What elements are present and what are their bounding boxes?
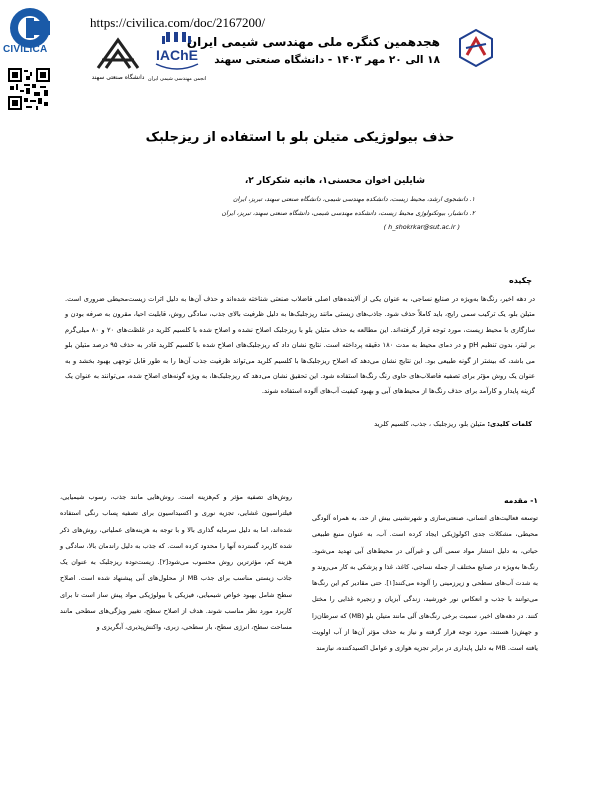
civilica-watermark-text: CIVILICA xyxy=(3,44,48,55)
affiliation-2: ۲. دانشیار، بیوتکنولوژی محیط زیست، دانشکده مهندسی شیمی، دانشگاه صنعتی سهند، تبریز، ایران xyxy=(221,210,475,217)
university-caption: دانشگاه صنعتی سهند xyxy=(91,74,145,81)
abstract-heading: چکیده xyxy=(508,276,532,285)
abstract-body: در دهه اخیر، رنگ‌ها به‌ویژه در صنایع نساجی، به عنوان یکی از آلاینده‌های اصلی فاضلاب صنعتی شناخته شده‌اند و حذف آن‌ها به دلیل اثرات زیست‌محیطی ضروری است. متیلن بلو، یک ترکیب سمی رایج، باید کاملاً حذف شود. جاذب‌های زیستی مانند ریزجلبک‌ها به دلیل ظرفیت بالای جذب، سادگی روش، قابلیت احیا، مقرون به صرفه بودن و سازگاری با محیط زیست، مورد توجه قرار گرفته‌اند. این مطالعه به حذف متیلن بلو با ریزجلبک اصلاح نشده و اصلاح شده با کلسیم کلرید در غلظت‌های ۲۰ و ۸۰ میلی‌گرم بر لیتر، بدون تنظیم pH و در دمای محیط به مدت ۱۸۰ دقیقه پرداخته است. نتایج نشان داد که ریزجلبک‌های اصلاح شده با کلسیم کلرید قادر به حذف ۹۵ درصد متیلن بلو می باشد، که بیشتر از گونه طبیعی بود. این نتایج نشان می‌دهد که اصلاح ریزجلبک‌ها با کلسیم کلرید می‌تواند ظرفیت جذب آن‌ها را به طور قابل توجهی بهبود بخشد و به عنوان یک روش مؤثر برای تصفیه فاضلاب‌های حاوی رنگ رنگ‌ها استفاده شود. این تحقیق نشان می‌دهد که ریزجلبک‌ها، به ویژه گونه‌های اصلاح شده، می‌توانند به عنوان یک گزینه پایدار و کارآمد برای حذف رنگ‌ها از محیط‌های آبی و بهبود کیفیت آب‌های آلوده استفاده شوند. xyxy=(65,295,536,396)
society-caption: انجمن مهندسی شیمی ایران xyxy=(147,76,207,82)
keywords-label: کلمات کلیدی: xyxy=(487,420,532,428)
conference-title: هجدهمین کنگره ملی مهندسی شیمی ایران xyxy=(186,35,440,49)
conference-logo xyxy=(458,28,494,68)
paper-title: حذف بیولوژیکی متیلن بلو با استفاده از ریزجلبک xyxy=(145,130,455,145)
university-logo xyxy=(92,34,144,74)
keywords-list: متیلن بلو، ریزجلبک ، جذب، کلسیم کلرید xyxy=(374,420,488,428)
authors: شایلین اخوان محسنی۱، هانیه شکرکار ۲، xyxy=(244,176,425,186)
iache-logo-text: IAChE xyxy=(156,47,198,63)
conference-date: ۱۸ الی ۲۰ مهر ۱۴۰۳ - دانشگاه صنعتی سهند xyxy=(214,54,440,66)
corresponding-email[interactable]: ( h_shokrkar@sut.ac.ir ) xyxy=(383,223,460,231)
document-url[interactable]: https://civilica.com/doc/2167200/ xyxy=(90,15,266,30)
intro-column-right: توسعه فعالیت‌های انسانی، صنعتی‌سازی و شهرنشینی بیش از حد، به همراه آلودگی محیطی، مشکلات جدی اکولوژیکی ایجاد کرده است. آب، به عنوان منبع طبیعی حیاتی، به دلیل انتشار مواد سمی آلی و غیرآلی در محیط‌های آبی تهدید می‌شود. رنگ‌ها به‌ویژه در صنایع مختلف از جمله نساجی، کاغذ، غذا و پزشکی به کار می‌روند و به شدت آب‌های سطحی و زیرزمینی را آلوده می‌کنند[۱]. حتی مقادیر کم این رنگ‌ها می‌توانند با جذب و انعکاس نور خورشید، زندگی آبزیان و زنجیره غذایی را مختل کنند. در دهه‌های اخیر، سمیت برخی رنگ‌های آلی مانند متیلن بلو (MB) که سرطان‌زا و جهش‌زا هستند، مورد توجه قرار گرفته و نیاز به حذف مؤثر آن‌ها از آب اولویت یافته است. MB به دلیل پایداری در برابر تجزیه هوازی و عوامل اکسیدکننده، نیازمند xyxy=(312,514,538,653)
intro-column-left: روش‌های تصفیه مؤثر و کم‌هزینه است. روش‌هایی مانند جذب، رسوب شیمیایی، فیلتراسیون غشایی، تجزیه نوری و اکسیداسیون برای تصفیه پساب رنگی استفاده شده‌اند، اما به دلیل سرمایه گذاری بالا و با توجه به هزینه‌های عملیاتی، روش‌های ذکر شده کاربرد گسترده آنها را محدود کرده است. که جذب به دلیل راندمان بالا، سادگی و هزینه کم، مؤثرترین روش محسوب می‌شود[۲]. زیست‌توده ریزجلبک به عنوان یک جاذب زیستی مناسب برای جذب MB از محلول‌های آبی پیشنهاد شده است. اصلاح سطح شامل بهبود خواص شیمیایی، فیزیکی یا بیولوژیکی مواد پیش ساز است تا برای کاربرد مورد نظر مناسب شوند. هدف از اصلاح سطح، تغییر ویژگی‌های سطحی مانند مساحت سطح، انرژی سطح، بار سطحی، زبری، واکنش‌پذیری، آبگریزی و xyxy=(60,493,292,632)
affiliation-1: ۱. دانشجوی ارشد، محیط زیست، دانشکده مهندسی شیمی، دانشگاه صنعتی سهند، تبریز، ایران xyxy=(233,196,475,203)
qr-code[interactable] xyxy=(8,68,50,110)
intro-heading: ۱- مقدمه xyxy=(504,496,538,505)
keywords-line xyxy=(374,420,532,428)
